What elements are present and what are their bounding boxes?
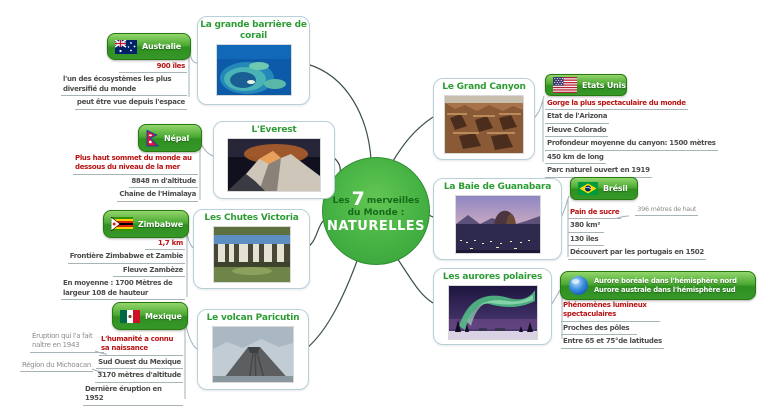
central-line2: du Monde : bbox=[347, 208, 405, 219]
guanabara-facts bbox=[568, 205, 718, 260]
fact-item[interactable]: 380 km² bbox=[568, 221, 604, 232]
country-label: Etats Unis bbox=[582, 80, 626, 90]
zimbabwe-node[interactable] bbox=[103, 210, 189, 238]
fact-note[interactable]: 396 mètres de haut bbox=[635, 205, 698, 216]
australia-flag-icon bbox=[115, 40, 137, 54]
coral-reef-photo bbox=[216, 44, 292, 96]
country-label: Népal bbox=[164, 133, 189, 143]
mexico-node[interactable] bbox=[112, 302, 188, 330]
fact-item[interactable]: Découvert par les portugais en 1502 bbox=[568, 248, 706, 259]
country-label: Australie bbox=[142, 42, 181, 51]
aurora-node[interactable] bbox=[560, 271, 756, 300]
everest-card[interactable] bbox=[213, 121, 335, 199]
fact-item[interactable]: 3170 mètres d'altitude bbox=[95, 371, 183, 382]
grand-canyon-photo bbox=[444, 95, 524, 154]
aurora-card[interactable] bbox=[433, 268, 552, 345]
aurora-node-text: Aurore boréale dans l'hémisphère nord Aurore australe dans l'hémisphère sud bbox=[594, 276, 737, 294]
everest-title: L'Everest bbox=[251, 125, 297, 135]
brazil-flag-icon bbox=[578, 182, 598, 195]
guanabara-card[interactable] bbox=[433, 178, 562, 260]
fact-item[interactable]: Profondeur moyenne du canyon: 1500 mètres bbox=[545, 139, 718, 150]
aurora-facts bbox=[561, 301, 673, 349]
guanabara-title: La Baie de Guanabara bbox=[443, 182, 552, 192]
usa-node[interactable] bbox=[545, 74, 627, 96]
central-line1: Les 7 merveilles bbox=[332, 187, 420, 210]
fact-item[interactable]: 8848 m d'altitude bbox=[129, 177, 198, 188]
fact-item[interactable]: Gorge la plus spectaculaire du monde bbox=[545, 99, 688, 110]
fact-item[interactable]: peut être vue depuis l'espace bbox=[75, 98, 187, 109]
guanabara-bay-photo bbox=[455, 195, 541, 254]
canyon-facts bbox=[545, 99, 720, 178]
usa-flag-icon bbox=[553, 77, 577, 93]
fact-item[interactable]: Pain de sucre bbox=[568, 208, 621, 219]
fact-item[interactable]: En moyenne : 1700 Mètres de largeur 108 de hauteur bbox=[61, 279, 185, 300]
globe-icon bbox=[568, 275, 589, 296]
fact-item[interactable]: Phénomènes lumineux spectaculaires bbox=[561, 301, 660, 322]
canyon-card[interactable] bbox=[433, 78, 535, 160]
fact-item[interactable]: Entre 65 et 75°de latitudes bbox=[561, 337, 664, 348]
central-topic[interactable] bbox=[322, 157, 430, 265]
fact-item[interactable]: Fleuve Colorado bbox=[545, 126, 608, 137]
paricutin-title: Le volcan Paricutin bbox=[206, 313, 300, 323]
victoria-card[interactable] bbox=[193, 209, 310, 289]
coral-card[interactable] bbox=[197, 16, 310, 105]
victoria-falls-photo bbox=[213, 226, 291, 283]
nepal-flag-icon bbox=[146, 130, 159, 147]
nepal-node[interactable] bbox=[138, 124, 202, 152]
fact-item[interactable]: Fleuve Zambèze bbox=[113, 266, 185, 277]
aurora-title: Les aurores polaires bbox=[442, 272, 543, 282]
zimbabwe-flag-icon bbox=[111, 217, 133, 231]
mexico-flag-icon bbox=[120, 310, 140, 323]
fact-item[interactable]: 1,7 km bbox=[145, 239, 185, 250]
fact-item[interactable]: Frontière Zimbabwe et Zambie bbox=[68, 252, 185, 263]
victoria-facts bbox=[60, 239, 185, 300]
fact-item[interactable]: Etat de l'Arizona bbox=[545, 112, 609, 123]
fact-item[interactable]: Chaine de l'Himalaya bbox=[117, 190, 198, 201]
coral-facts bbox=[61, 62, 187, 110]
australia-node[interactable] bbox=[107, 33, 191, 60]
fact-item[interactable]: Sud Ouest du Mexique bbox=[96, 358, 183, 369]
country-label: Zimbabwe bbox=[138, 219, 183, 229]
polar-aurora-photo bbox=[448, 285, 538, 340]
brazil-node[interactable] bbox=[570, 177, 638, 200]
fact-item[interactable]: Proches des pôles bbox=[561, 324, 637, 335]
fact-item[interactable]: Dernière éruption en 1952 bbox=[83, 385, 183, 406]
fact-item[interactable]: l'un des écosystèmes les plus diversifié du monde bbox=[61, 75, 187, 96]
fact-row bbox=[568, 205, 698, 219]
fact-item[interactable]: Plus haut sommet du monde au dessous du niveau de la mer bbox=[73, 154, 198, 175]
canyon-title: Le Grand Canyon bbox=[442, 82, 526, 92]
central-line3: NATURELLES bbox=[326, 219, 426, 235]
fact-item[interactable]: 130 îles bbox=[568, 235, 604, 246]
paricutin-facts bbox=[83, 335, 183, 406]
everest-facts bbox=[73, 154, 198, 202]
coral-title: La grande barrière de corail bbox=[200, 20, 307, 41]
country-label: Brésil bbox=[603, 184, 628, 193]
victoria-title: Les Chutes Victoria bbox=[204, 213, 299, 223]
fact-item[interactable]: 450 km de long bbox=[545, 153, 606, 164]
annotation-item[interactable]: Région du Michoacan bbox=[20, 361, 93, 372]
fact-item[interactable]: L'humanité a connu sa naissance bbox=[99, 335, 183, 356]
annotation-item[interactable]: Éruption qui l'a fait naître en 1943 bbox=[30, 332, 104, 353]
country-label: Mexique bbox=[145, 311, 182, 321]
paricutin-volcano-photo bbox=[212, 326, 294, 383]
fact-item[interactable]: 900 îles bbox=[119, 62, 187, 73]
paricutin-card[interactable] bbox=[197, 309, 309, 390]
fact-item[interactable]: Parc naturel ouvert en 1919 bbox=[545, 166, 652, 177]
everest-photo bbox=[227, 138, 321, 192]
